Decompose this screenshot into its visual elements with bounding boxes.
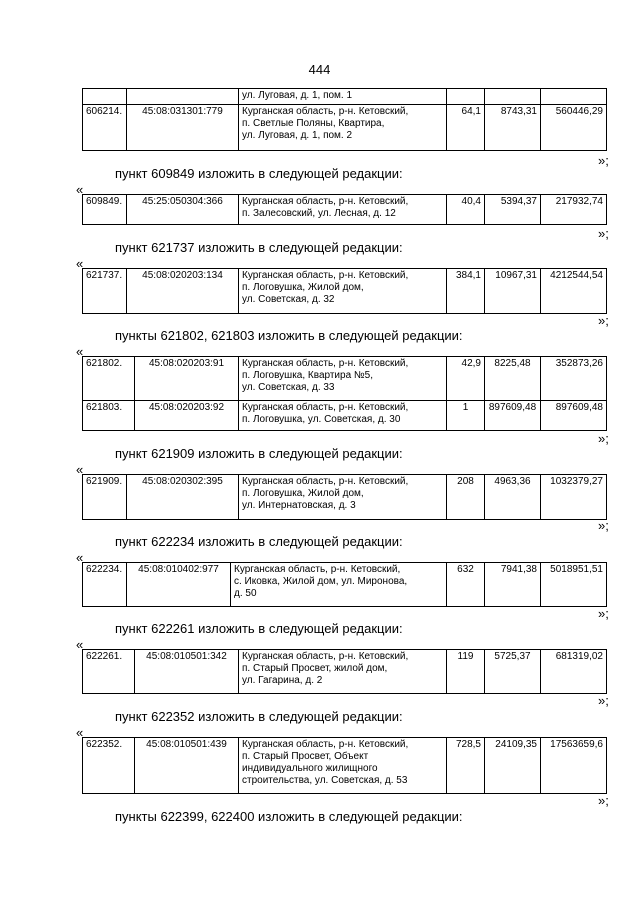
cadastral-value <box>541 89 607 105</box>
address: Курганская область, р-н. Кетовский, п. Логовушка, ул. Советская, д. 30 <box>239 401 447 431</box>
cadastral-value: 5018951,51 <box>541 563 607 607</box>
cadastral-value: 560446,29 <box>541 105 607 151</box>
closing-quote: »; <box>598 793 609 808</box>
opening-quote: « <box>76 256 84 271</box>
amendment-heading: пункты 622399, 622400 изложить в следующей редакции: <box>115 809 463 824</box>
address: Курганская область, р-н. Кетовский, п. Старый Просвет, жилой дом, ул. Гагарина, д. 2 <box>239 650 447 694</box>
unit-value: 897609,48 <box>485 401 541 431</box>
table-row <box>83 269 607 314</box>
cadastral-value: 4212544,54 <box>541 269 607 314</box>
address: Курганская область, р-н. Кетовский, п. Логовушка, Жилой дом, ул. Советская, д. 32 <box>239 269 447 314</box>
amendment-heading: пункт 622352 изложить в следующей редакции: <box>115 709 403 724</box>
closing-quote: »; <box>598 693 609 708</box>
cadastral-number: 45:08:010501:439 <box>135 738 239 794</box>
address: Курганская область, р-н. Кетовский, п. Логовушка, Квартира №5, ул. Советская, д. 33 <box>239 357 447 401</box>
row-number: 621802. <box>83 357 135 401</box>
cadastral-number: 45:08:031301:779 <box>127 105 239 151</box>
unit-value: 7941,38 <box>485 563 541 607</box>
opening-quote: « <box>76 550 84 565</box>
cadastral-value: 352873,26 <box>541 357 607 401</box>
registry-table <box>82 268 607 314</box>
unit-value: 5394,37 <box>485 195 541 225</box>
cadastral-value: 1032379,27 <box>541 475 607 520</box>
unit-value: 8225,48 <box>485 357 541 401</box>
unit-value <box>485 89 541 105</box>
row-number: 622352. <box>83 738 135 794</box>
registry-table <box>82 649 607 694</box>
cadastral-number <box>127 89 239 105</box>
cadastral-number: 45:08:020302:395 <box>127 475 239 520</box>
opening-quote: « <box>76 182 84 197</box>
address: Курганская область, р-н. Кетовский, п. Светлые Поляны, Квартира, ул. Луговая, д. 1, пом. 2 <box>239 105 447 151</box>
registry-table <box>82 562 607 607</box>
table-row <box>83 650 607 694</box>
page-number: 444 <box>308 62 331 77</box>
table-row <box>83 475 607 520</box>
area: 728,5 <box>447 738 485 794</box>
row-number: 621909. <box>83 475 127 520</box>
area: 64,1 <box>447 105 485 151</box>
table-row <box>83 401 607 431</box>
unit-value: 5725,37 <box>485 650 541 694</box>
table-row <box>83 738 607 794</box>
row-number: 621737. <box>83 269 127 314</box>
cadastral-number: 45:08:020203:91 <box>135 357 239 401</box>
cadastral-value: 217932,74 <box>541 195 607 225</box>
table-row <box>83 563 607 607</box>
row-number: 622261. <box>83 650 135 694</box>
unit-value: 24109,35 <box>485 738 541 794</box>
area: 1 <box>447 401 485 431</box>
unit-value: 8743,31 <box>485 105 541 151</box>
table-row <box>83 357 607 401</box>
closing-quote: »; <box>598 518 609 533</box>
area: 40,4 <box>447 195 485 225</box>
registry-table <box>82 194 607 225</box>
closing-quote: »; <box>598 431 609 446</box>
cadastral-number: 45:08:020203:134 <box>127 269 239 314</box>
cadastral-value: 681319,02 <box>541 650 607 694</box>
table-row <box>83 105 607 151</box>
unit-value: 10967,31 <box>485 269 541 314</box>
unit-value: 4963,36 <box>485 475 541 520</box>
registry-table <box>82 356 607 431</box>
area: 119 <box>447 650 485 694</box>
amendment-heading: пункт 621909 изложить в следующей редакции: <box>115 446 403 461</box>
area: 208 <box>447 475 485 520</box>
amendment-heading: пункт 622261 изложить в следующей редакции: <box>115 621 403 636</box>
area: 384,1 <box>447 269 485 314</box>
cadastral-number: 45:08:020203:92 <box>135 401 239 431</box>
table-row <box>83 195 607 225</box>
registry-table <box>82 474 607 520</box>
table-row <box>83 89 607 105</box>
cadastral-value: 897609,48 <box>541 401 607 431</box>
row-number: 622234. <box>83 563 127 607</box>
closing-quote: »; <box>598 226 609 241</box>
cadastral-number: 45:08:010501:342 <box>135 650 239 694</box>
area <box>447 89 485 105</box>
address: Курганская область, р-н. Кетовский, п. Старый Просвет, Объект индивидуального жилищного строительства, ул. Советская, д. 53 <box>239 738 447 794</box>
row-number: 609849. <box>83 195 127 225</box>
cadastral-number: 45:08:010402:977 <box>127 563 231 607</box>
address: ул. Луговая, д. 1, пом. 1 <box>239 89 447 105</box>
amendment-heading: пункт 621737 изложить в следующей редакции: <box>115 240 403 255</box>
opening-quote: « <box>76 462 84 477</box>
closing-quote: »; <box>598 313 609 328</box>
closing-quote: »; <box>598 153 609 168</box>
address: Курганская область, р-н. Кетовский, п. Логовушка, Жилой дом, ул. Интернатовская, д. 3 <box>239 475 447 520</box>
row-number: 606214. <box>83 105 127 151</box>
area: 42,9 <box>447 357 485 401</box>
registry-table <box>82 737 607 794</box>
cadastral-number: 45:25:050304:366 <box>127 195 239 225</box>
opening-quote: « <box>76 344 84 359</box>
amendment-heading: пункт 609849 изложить в следующей редакции: <box>115 166 403 181</box>
opening-quote: « <box>76 725 84 740</box>
row-number <box>83 89 127 105</box>
closing-quote: »; <box>598 606 609 621</box>
area: 632 <box>447 563 485 607</box>
opening-quote: « <box>76 637 84 652</box>
cadastral-value: 17563659,6 <box>541 738 607 794</box>
address: Курганская область, р-н. Кетовский, с. Иковка, Жилой дом, ул. Миронова, д. 50 <box>231 563 447 607</box>
registry-table <box>82 88 607 151</box>
amendment-heading: пункт 622234 изложить в следующей редакции: <box>115 534 403 549</box>
address: Курганская область, р-н. Кетовский, п. Залесовский, ул. Лесная, д. 12 <box>239 195 447 225</box>
amendment-heading: пункты 621802, 621803 изложить в следующей редакции: <box>115 328 463 343</box>
row-number: 621803. <box>83 401 135 431</box>
